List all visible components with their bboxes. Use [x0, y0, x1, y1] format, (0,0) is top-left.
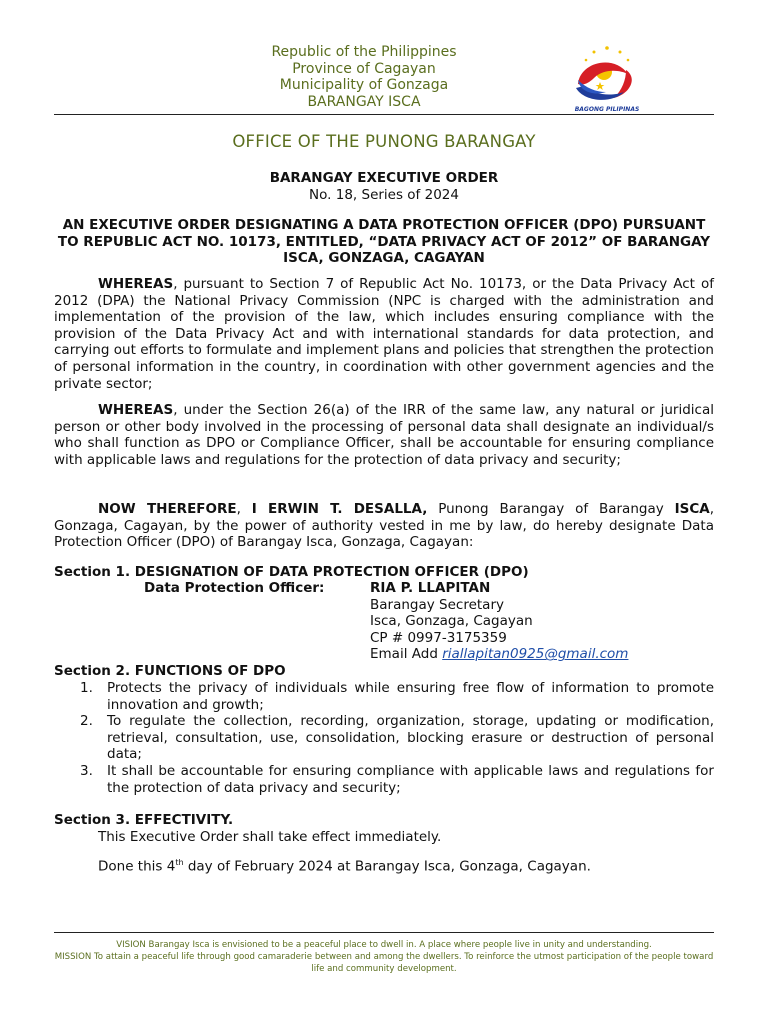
- list-text: It shall be accountable for ensuring compliance with applicable laws and regulations for the protection of data privacy and security;: [107, 762, 714, 796]
- whereas-lead: WHEREAS: [98, 276, 174, 292]
- logo-text: BAGONG PILIPINAS: [574, 106, 640, 113]
- bagong-pilipinas-logo: [564, 44, 650, 114]
- punong-barangay-name: I ERWIN T. DESALLA,: [251, 501, 428, 517]
- whereas-lead: WHEREAS: [98, 402, 174, 418]
- list-number: 2.: [80, 713, 93, 730]
- whereas-paragraph-1: [54, 276, 714, 392]
- order-caption: AN EXECUTIVE ORDER DESIGNATING A DATA PROTECTION OFFICER (DPO) PURSUANT TO REPUBLIC ACT NO. 10173, ENTITLED, “DATA PRIVACY ACT OF 2012” OF BARANGAY ISCA, GONZAGA, CAGAYAN: [57, 217, 711, 266]
- footer: [54, 939, 714, 975]
- dpo-details: [370, 580, 628, 663]
- order-number: No. 18, Series of 2024: [309, 187, 459, 203]
- comma: ,: [236, 501, 252, 517]
- list-number: 3.: [80, 762, 93, 779]
- office-title: OFFICE OF THE PUNONG BARANGAY: [232, 132, 536, 151]
- header-divider: [54, 114, 714, 115]
- done-date-line: [98, 858, 591, 875]
- done-pre: Done this 4: [98, 858, 176, 875]
- letterhead: [54, 44, 714, 114]
- list-item: [54, 680, 714, 713]
- header-barangay: BARANGAY ISCA: [307, 93, 421, 110]
- section-2-heading: Section 2. FUNCTIONS OF DPO: [54, 663, 286, 679]
- header-province: Province of Cagayan: [292, 60, 436, 77]
- order-title: BARANGAY EXECUTIVE ORDER: [269, 170, 499, 186]
- list-item: [54, 763, 714, 796]
- barangay-name: ISCA: [674, 501, 710, 517]
- section-3-heading: Section 3. EFFECTIVITY.: [54, 812, 234, 828]
- dpo-email-link[interactable]: riallapitan0925@gmail.com: [442, 646, 629, 663]
- now-therefore-lead: NOW THEREFORE: [98, 501, 237, 517]
- letterhead-text: [214, 44, 514, 110]
- footer-vision: VISION Barangay Isca is envisioned to be a peaceful place to dwell in. A place where people live in unity and understanding.: [116, 940, 652, 950]
- list-item: [54, 713, 714, 763]
- dpo-label: Data Protection Officer:: [144, 580, 325, 596]
- dpo-phone: CP # 0997-3175359: [370, 629, 507, 646]
- now-therefore-paragraph: [54, 501, 714, 551]
- done-sup: th: [175, 858, 184, 867]
- whereas-paragraph-2: [54, 402, 714, 468]
- dpo-name: RIA P. LLAPITAN: [370, 580, 491, 596]
- list-text: To regulate the collection, recording, organization, storage, updating or modification, retrieval, consultation, use, consolidation, blocking erasure or destruction of personal data;: [107, 713, 714, 763]
- dpo-position: Barangay Secretary: [370, 596, 504, 613]
- functions-list: [54, 680, 714, 796]
- now-therefore-text-1: Punong Barangay of Barangay: [427, 501, 675, 517]
- list-number: 1.: [80, 680, 93, 696]
- now-therefore-text-2: , Gonzaga, Cagayan, by the power of authority vested in me by law, do hereby designate Data Protection Officer (DPO) of Barangay Isca, Gonzaga, Cagayan:: [54, 501, 714, 551]
- whereas-text: , under the Section 26(a) of the IRR of the same law, any natural or juridical person or other body involved in the processing of personal data shall designate an individual/s who shall function as DPO or Compliance Officer, shall be accountable for ensuring compliance with applicable laws and regulations for the protection of data privacy and security;: [54, 402, 714, 468]
- footer-mission: MISSION To attain a peaceful life through good camaraderie between and among the dwellers. To reinforce the utmost participation of the people toward life and community development.: [54, 952, 714, 974]
- section-1-heading: Section 1. DESIGNATION OF DATA PROTECTION OFFICER (DPO): [54, 564, 529, 580]
- footer-divider: [54, 932, 714, 933]
- email-label: Email Add: [370, 646, 443, 663]
- header-republic: Republic of the Philippines: [271, 44, 457, 60]
- effectivity-text: This Executive Order shall take effect immediately.: [98, 829, 442, 845]
- dpo-email-row: [370, 646, 628, 663]
- dpo-address: Isca, Gonzaga, Cagayan: [370, 613, 533, 630]
- whereas-text: , pursuant to Section 7 of Republic Act No. 10173, or the Data Privacy Act of 2012 (DPA) the National Privacy Commission (NPC is charged with the administration and implementation of the provision of the law, which includes ensuring compliance with the provision of the Data Privacy Act and with international standards for data protection, and carrying out efforts to formulate and implement plans and policies that strengthen the protection of personal information in the country, in coordination with other government agencies and the private sector;: [54, 276, 714, 392]
- done-post: day of February 2024 at Barangay Isca, Gonzaga, Cagayan.: [183, 858, 591, 875]
- list-text: Protects the privacy of individuals while ensuring free flow of information to promote innovation and growth;: [107, 680, 714, 713]
- header-municipality: Municipality of Gonzaga: [279, 77, 449, 93]
